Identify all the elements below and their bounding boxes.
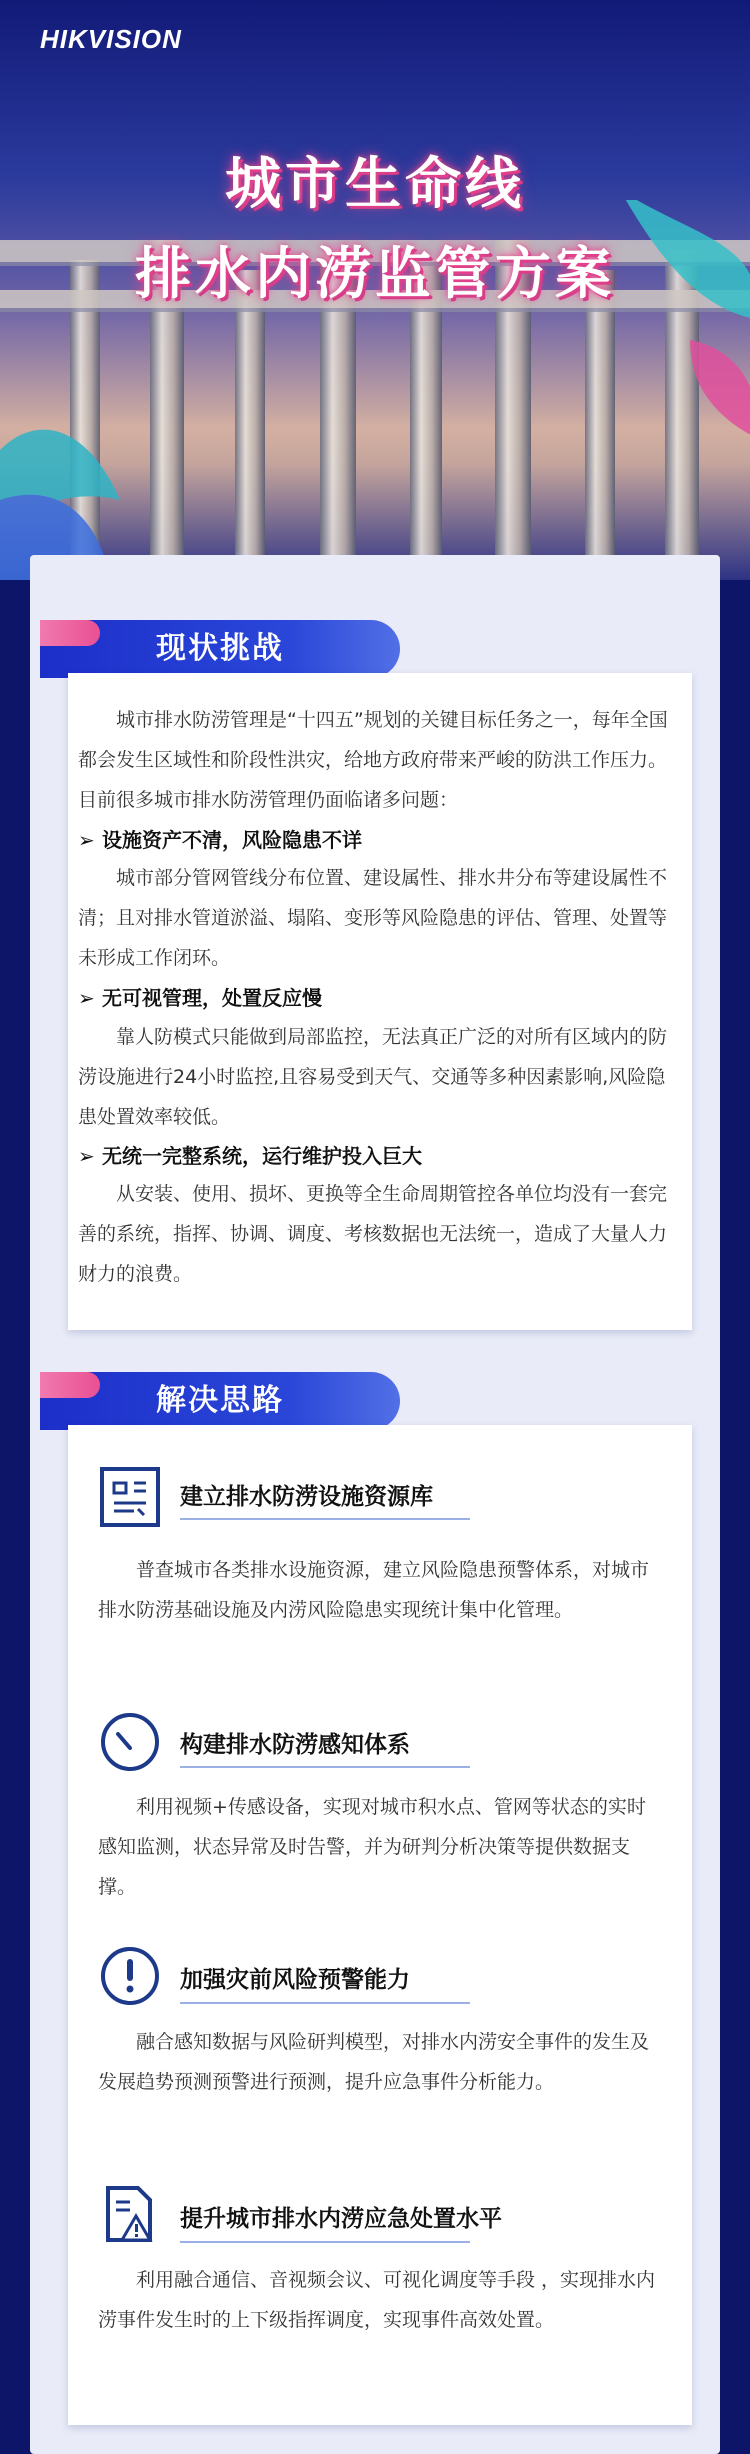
solution-4-body: 利用融合通信、音视频会议、可视化调度等手段 ，实现排水内涝事件发生时的上下级指挥调度，实现事件高效处置。 [98,2269,656,2331]
arrow-bullet-icon: ➢ [78,1144,95,1168]
solution-1-body: 普查城市各类排水设施资源，建立风险隐患预警体系，对城市排水防涝基础设施及内涝风险隐患实现统计集中化管理。 [98,1559,650,1621]
solutions-heading-bar [40,1372,400,1430]
solution-1-title: 建立排水防涝设施资源库 [180,1484,433,1510]
hero-banner [0,0,750,580]
arrow-bullet-icon: ➢ [78,828,95,852]
hero-title-line2: 排水内涝监管方案 [135,242,615,307]
solution-2-body: 利用视频+传感设备，实现对城市积水点、管网等状态的实时感知监测，状态异常及时告警，并为研判分析决策等提供数据支撑。 [98,1796,646,1898]
solution-divider [180,1766,470,1768]
challenges-heading: 现状挑战 [156,631,284,666]
arrow-bullet-icon: ➢ [78,986,95,1010]
challenge-item-3-title [78,1138,684,1174]
solution-2-title: 构建排水防涝感知体系 [180,1732,410,1758]
challenges-intro: 城市排水防涝管理是“十四五”规划的关键目标任务之一，每年全国都会发生区域性和阶段性洪灾，给地方政府带来严峻的防洪工作压力。目前很多城市排水防涝管理仍面临诸多问题： [78,709,668,811]
gauge-icon [98,1710,162,1774]
solution-4-title: 提升城市排水内涝应急处置水平 [180,2206,502,2232]
solution-divider [180,2241,470,2243]
solutions-heading: 解决思路 [156,1383,284,1418]
alert-exclamation-icon [98,1944,162,2008]
database-grid-icon [98,1465,162,1529]
hikvision-logo: HIKVISION [40,24,182,54]
challenge-title-text: 无可视管理，处置反应慢 [102,986,322,1010]
solution-divider [180,2002,470,2004]
challenge-item-1-body: 城市部分管网管线分布位置、建设属性、排水井分布等建设属性不清；且对排水管道淤溢、塌陷、变形等风险隐患的评估、管理、处置等未形成工作闭环。 [78,867,668,969]
solution-3-title: 加强灾前风险预警能力 [180,1967,410,1993]
document-warning-icon [98,2182,162,2246]
challenges-heading-bar [40,620,400,678]
challenge-item-1-title [78,822,684,858]
challenge-title-text: 设施资产不清，风险隐患不详 [102,828,362,852]
solution-divider [180,1518,470,1520]
challenge-item-2-body: 靠人防模式只能做到局部监控，无法真正广泛的对所有区域内的防涝设施进行24小时监控,且容易受到天气、交通等多种因素影响,风险隐患处置效率较低。 [78,1026,668,1128]
challenge-item-2-title [78,980,684,1016]
challenge-title-text: 无统一完整系统，运行维护投入巨大 [102,1144,422,1168]
solution-3-body: 融合感知数据与风险研判模型，对排水内涝安全事件的发生及发展趋势预测预警进行预测，提升应急事件分析能力。 [98,2031,650,2093]
challenge-item-3-body: 从安装、使用、损坏、更换等全生命周期管控各单位均没有一套完善的系统，指挥、协调、调度、考核数据也无法统一，造成了大量人力财力的浪费。 [78,1183,668,1285]
hero-title-line1: 城市生命线 [225,152,525,217]
